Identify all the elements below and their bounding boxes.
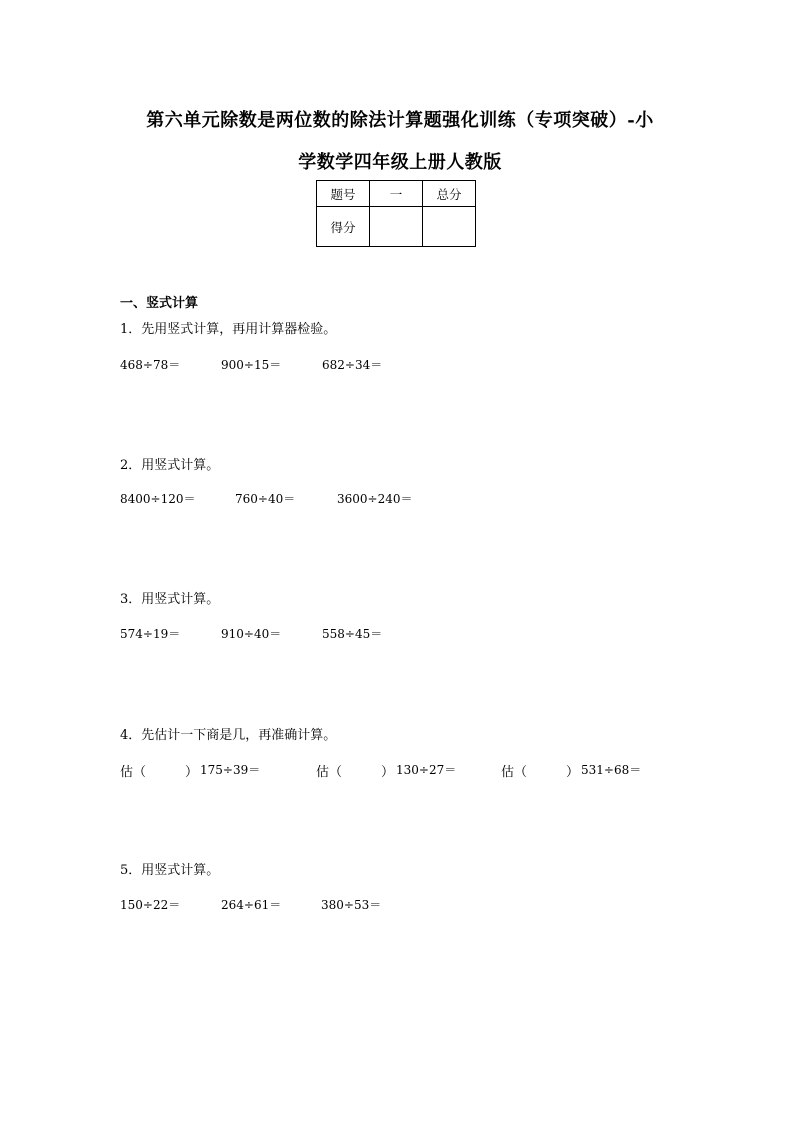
score-table: [316, 180, 476, 247]
estimate-prefix: 估（: [120, 765, 147, 780]
expression: 900÷15＝: [221, 358, 282, 372]
question-2-title: 2．用竖式计算。: [120, 458, 220, 473]
expression: 468÷78＝: [120, 358, 181, 372]
estimate-prefix: 估（: [316, 765, 343, 780]
question-3-title: 3．用竖式计算。: [120, 592, 220, 607]
page-title-line2: 学数学四年级上册人教版: [298, 152, 502, 173]
question-1-title: 1．先用竖式计算，再用计算器检验。: [120, 322, 337, 337]
expression: 760÷40＝: [235, 492, 296, 506]
expression: 531÷68＝: [581, 763, 642, 777]
expression: 264÷61＝: [221, 898, 282, 912]
expression: 558÷45＝: [322, 627, 383, 641]
expression: 130÷27＝: [396, 763, 457, 777]
question-5-title: 5．用竖式计算。: [120, 863, 220, 878]
score-header-total: 总分: [423, 181, 476, 207]
estimate-suffix: ）: [566, 765, 580, 780]
score-header-question-no: 题号: [317, 181, 370, 207]
estimate-suffix: ）: [381, 765, 395, 780]
score-table-score-row: [317, 207, 476, 247]
score-header-part-one: 一: [370, 181, 423, 207]
expression: 910÷40＝: [221, 627, 282, 641]
score-cell-part-one[interactable]: [370, 207, 423, 247]
score-row-label: 得分: [317, 207, 370, 247]
section-heading: 一、竖式计算: [120, 296, 199, 311]
expression: 682÷34＝: [322, 358, 383, 372]
score-cell-total[interactable]: [423, 207, 476, 247]
question-4-title: 4．先估计一下商是几，再准确计算。: [120, 728, 337, 743]
expression: 380÷53＝: [321, 898, 382, 912]
score-table-header-row: [317, 181, 476, 207]
expression: 574÷19＝: [120, 627, 181, 641]
estimate-prefix: 估（: [501, 765, 528, 780]
expression: 8400÷120＝: [120, 492, 196, 506]
expression: 150÷22＝: [120, 898, 181, 912]
estimate-suffix: ）: [185, 765, 199, 780]
expression: 3600÷240＝: [337, 492, 413, 506]
expression: 175÷39＝: [200, 763, 261, 777]
page-title-line1: 第六单元除数是两位数的除法计算题强化训练（专项突破）-小: [146, 110, 654, 131]
